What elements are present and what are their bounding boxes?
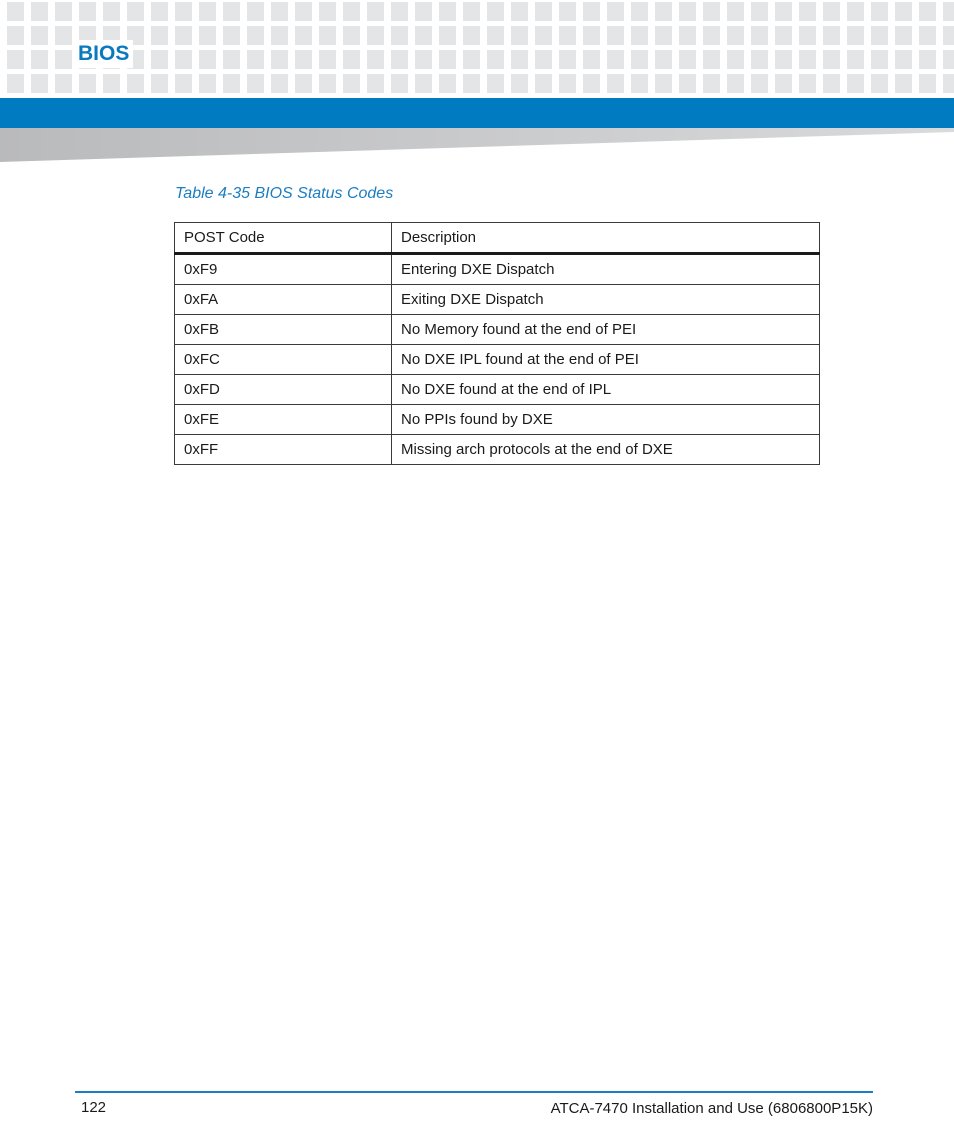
column-header-post-code: POST Code bbox=[175, 223, 392, 254]
table-row bbox=[175, 375, 820, 405]
table-row bbox=[175, 285, 820, 315]
post-code-cell: 0xF9 bbox=[175, 254, 392, 285]
page-number: 122 bbox=[81, 1099, 107, 1116]
post-code-cell: 0xFF bbox=[175, 435, 392, 465]
post-code-cell: 0xFA bbox=[175, 285, 392, 315]
post-code-cell: 0xFE bbox=[175, 405, 392, 435]
header-grey-wedge bbox=[0, 128, 954, 164]
document-title: ATCA-7470 Installation and Use (6806800P15K) bbox=[550, 1100, 873, 1117]
table-row bbox=[175, 405, 820, 435]
description-cell: Entering DXE Dispatch bbox=[392, 254, 820, 285]
description-cell: No Memory found at the end of PEI bbox=[392, 315, 820, 345]
column-header-description: Description bbox=[392, 223, 820, 254]
footer-rule bbox=[75, 1091, 873, 1093]
description-cell: No DXE IPL found at the end of PEI bbox=[392, 345, 820, 375]
description-cell: Exiting DXE Dispatch bbox=[392, 285, 820, 315]
table-row bbox=[175, 315, 820, 345]
header-blue-bar bbox=[0, 98, 954, 128]
table-row bbox=[175, 435, 820, 465]
post-code-cell: 0xFD bbox=[175, 375, 392, 405]
header-pattern bbox=[0, 0, 954, 98]
table-row bbox=[175, 254, 820, 285]
header-grid-decoration bbox=[0, 0, 954, 98]
table-row bbox=[175, 345, 820, 375]
bios-status-codes-table bbox=[174, 222, 820, 465]
description-cell: No PPIs found by DXE bbox=[392, 405, 820, 435]
table-caption: Table 4-35 BIOS Status Codes bbox=[175, 185, 394, 202]
description-cell: Missing arch protocols at the end of DXE bbox=[392, 435, 820, 465]
table-header-row bbox=[175, 223, 820, 254]
post-code-cell: 0xFB bbox=[175, 315, 392, 345]
section-title: BIOS bbox=[74, 40, 133, 68]
post-code-cell: 0xFC bbox=[175, 345, 392, 375]
description-cell: No DXE found at the end of IPL bbox=[392, 375, 820, 405]
